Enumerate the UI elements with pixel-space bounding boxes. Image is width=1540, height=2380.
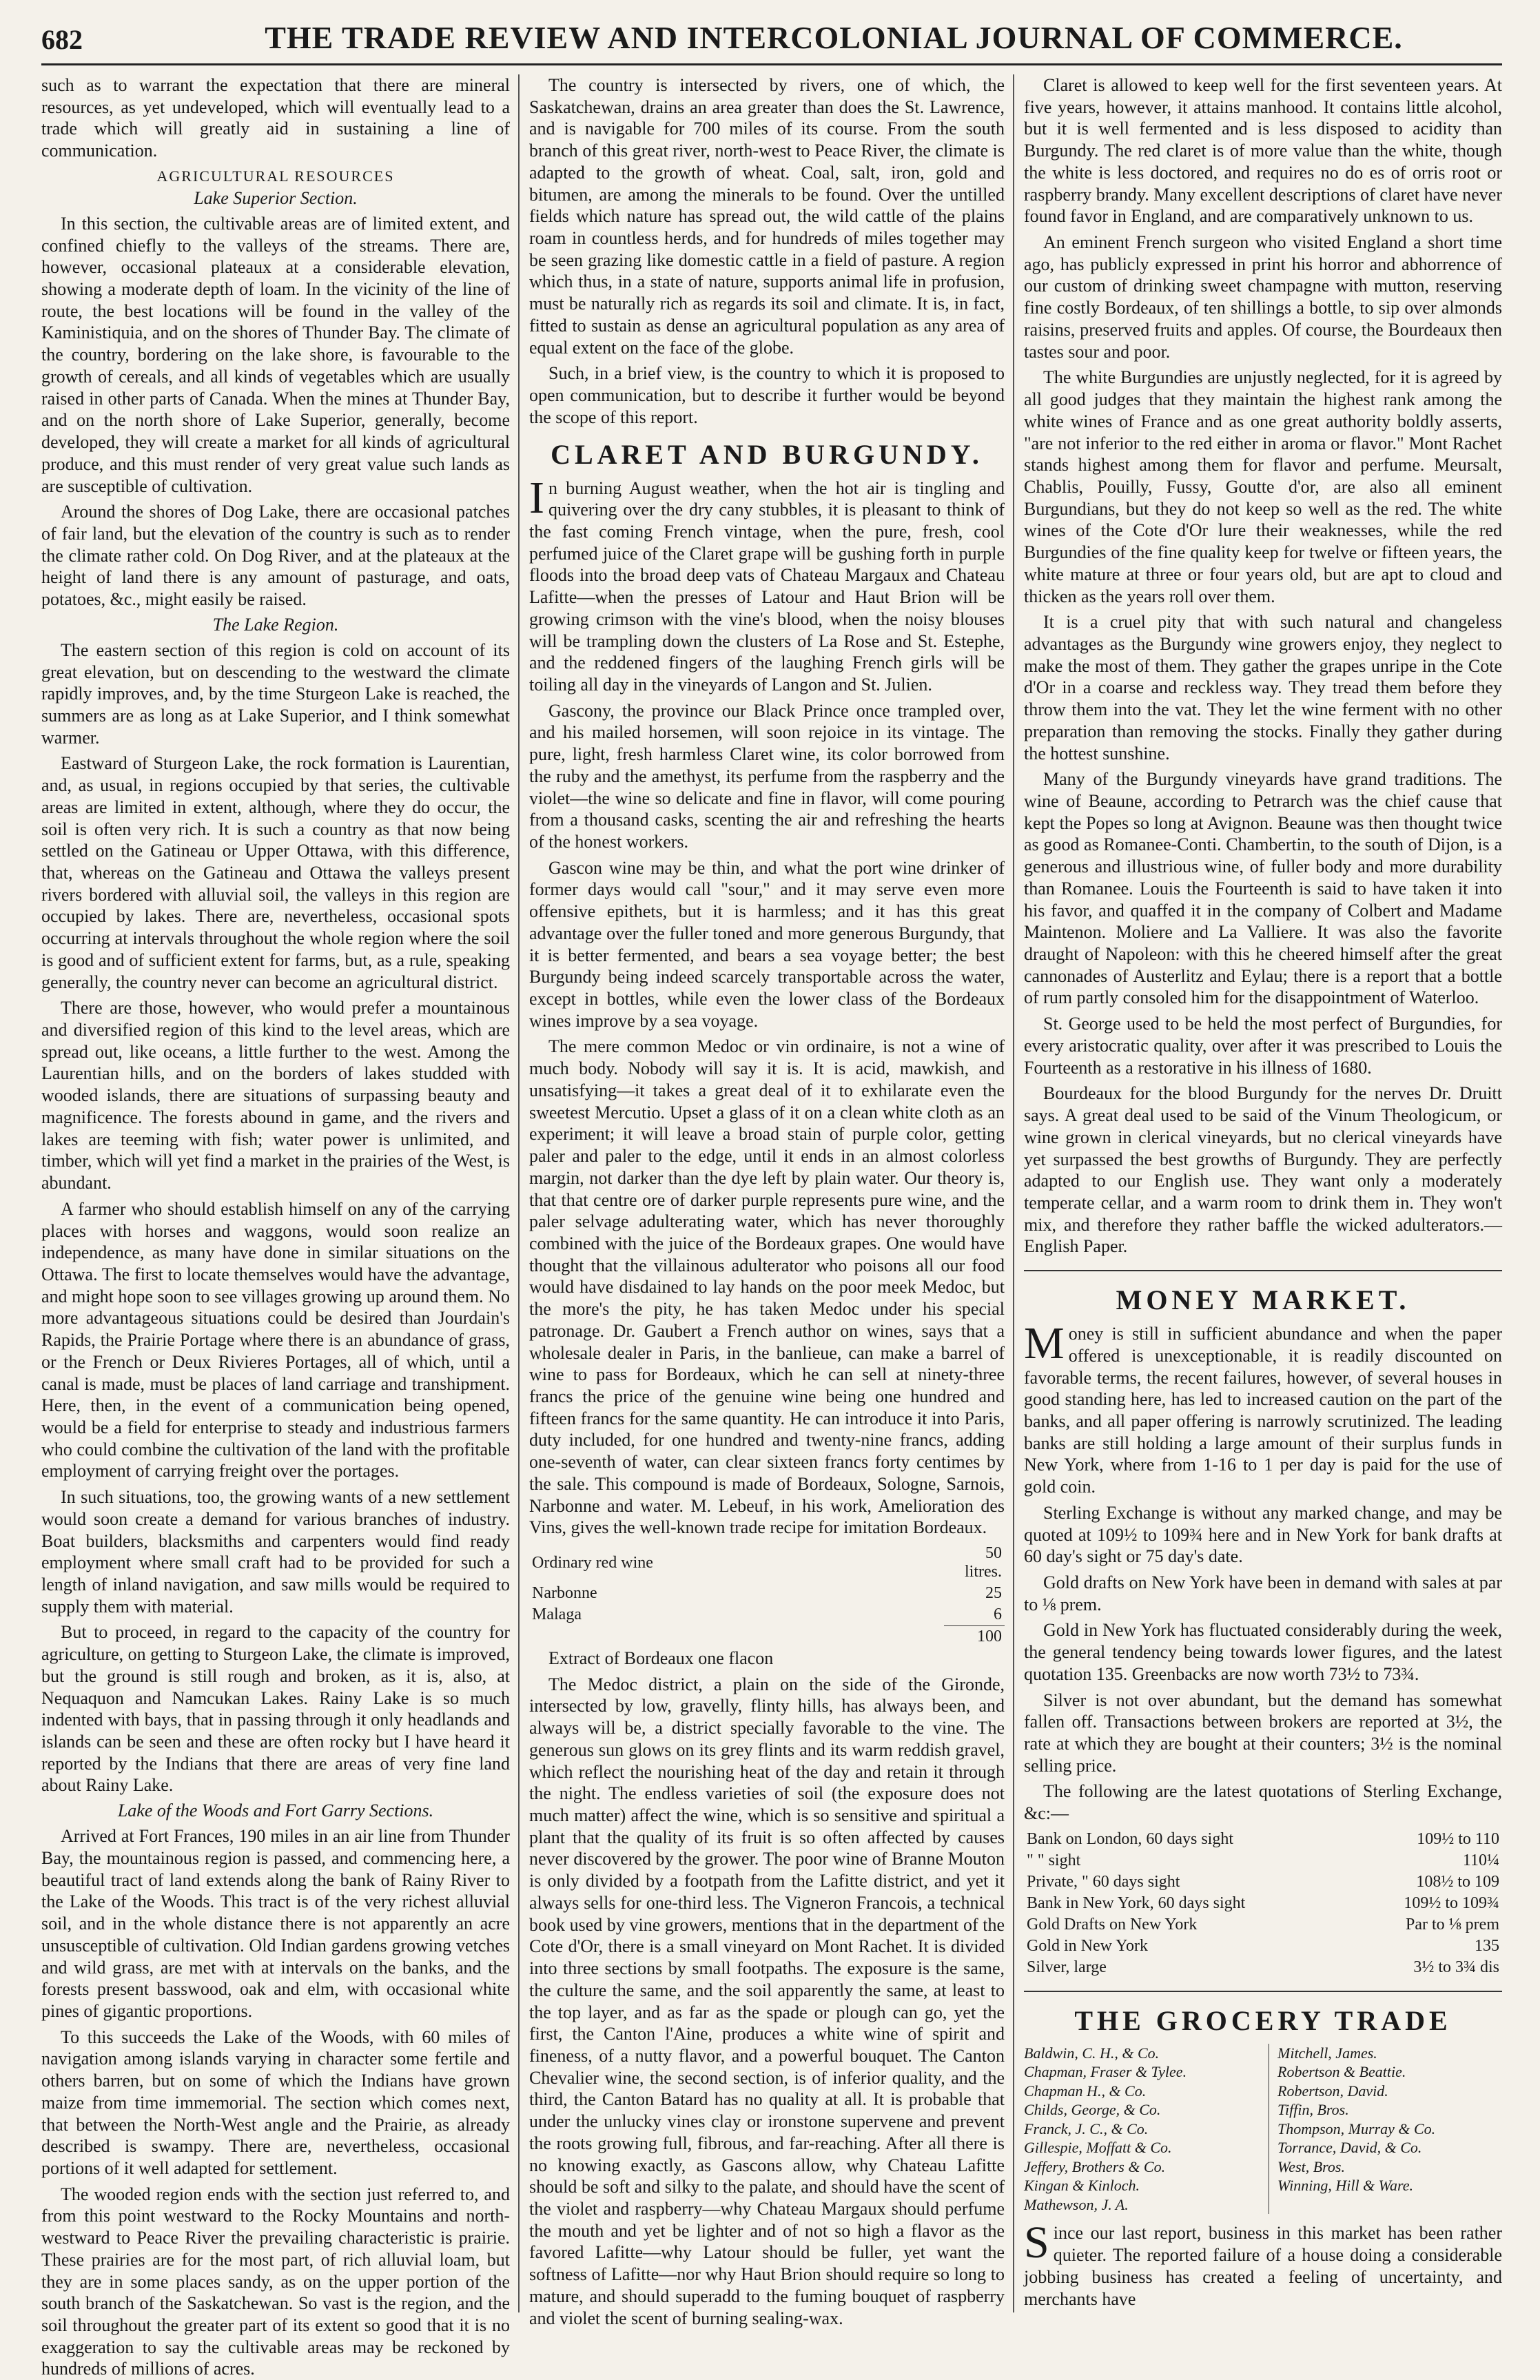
paragraph: Claret is allowed to keep well for the first seventeen years. At five years, however, it attains manhood. It contains little alcohol, but it is well fermented and is less disposed to acidity than Burgundy. The red claret is of more value than the white, though the white is less doctored, and requires no do es of orris root or raspberry brandy. Many excellent descriptions of claret have never found favor in England, and are comparatively unknown to us. [1024,75,1502,227]
exchange-quotes-table [1024,1829,1502,1978]
table-row [529,1604,1005,1626]
list-item: Robertson, David. [1277,2082,1388,2100]
column-1 [41,74,510,2379]
merchant-column-right [1269,2044,1502,2215]
paragraph: such as to warrant the expectation that there are mineral resources, as yet undeveloped, which will eventually lead to a trade which will greatly aid in sustaining a line of communication. [41,75,510,161]
column-2 [529,74,1005,2328]
quote-label: Private, " 60 days sight [1027,1872,1180,1891]
quote-value: 109½ to 110 [1417,1829,1499,1848]
table-row [529,1583,1005,1604]
paragraph: Silver is not over abundant, but the demand has somewhat fallen off. Transactions between brokers are reported at 3½, the rate at which they are bought at their counters; 3½ is the nominal selling price. [1024,1690,1502,1776]
page-number: 682 [41,24,83,55]
paragraph: In such situations, too, the growing wants of a new settlement would soon create a demand for various branches of industry. Boat builders, blacksmiths and carpenters would find ready employment where small craft had to be provided for such a length of inland navigation, and saw mills would be required to supply them with material. [41,1487,510,1617]
recipe-item: Narbonne [532,1584,597,1602]
table-row [1024,1829,1502,1850]
paragraph: In this section, the cultivable areas are of limited extent, and confined chiefly to the valleys of the streams. There are, however, occasional plateaux at a considerable elevation, showing a moderate depth of loam. In the vicinity of the line of route, the best locations will be found in the valley of the Kaministiquia, and on the shores of Thunder Bay. The climate of the country, bordering on the lake shore, is favourable to the growth of cereals, and all kinds of vegetables which are usually raised in other parts of Canada. When the mines at Thunder Bay, and on the north shore of Lake Superior, generally, become developed, they will create a market for all kinds of agricultural produce, and this must render of very great value such lands as are susceptible of cultivation. [41,213,510,496]
section-subheading: Lake of the Woods and Fort Garry Sections. [117,1801,434,1821]
paragraph: Money is still in sufficient abundance and when the paper offered is unexceptionable, it is readily discounted on favorable terms, the recent failures, however, of several houses in good standing here, has led to increased caution on the part of the banks, and all paper offering is narrowly scrutinized. The leading banks are still holding a large amount of their surplus funds in New York, where from 1-16 to 1 per day is paid for the use of gold coin. [1024,1318,1502,1497]
paragraph: The country is intersected by rivers, one of which, the Saskatchewan, drains an area greater than does the St. Lawrence, and is navigable for 700 miles of its course. From the south branch of this great river, north-west to Peace River, the climate is adapted to the growth of wheat. Coal, salt, iron, gold and bitumen, are among the minerals to be found. Over the untilled fields which nature has spread out, the wild cattle of the plains roam in countless herds, and for hundreds of miles together may be seen grazing like domestic cattle in a field of pasture. A region which thus, in a state of nature, supports animal life in profusion, must be naturally rich as regards its soil and climate. It is, in fact, fitted to sustain as dense an agricultural population as any area of equal extent on the face of the globe. [529,75,1005,358]
paragraph: The Medoc district, a plain on the side of the Gironde, intersected by low, gravelly, flinty hills, has always been, and always will be, a district specially favorable to the vine. The generous sun glows on its grey flints and its warm reddish gravel, which reflect the nourishing heat of the day and retain it through the night. The endless varieties of soil (the exposure does not much matter) affect the wine, which is so sensitive and spiritual a plant that the quality of its fruit is so often affected by causes never discovered by the grower. The poor wine of Branne Mouton is only divided by a footpath from the Lafitte district, and yet it always sells for one-third less. The Vigneron Francois, a technical book used by vine growers, mentions that in the department of the Cote d'Or, there is a small vineyard on Mont Rachet. It is divided into three sections by small footpaths. The exposure is the same, the culture the same, and the soil apparently the same, at least to the top layer, and as far as the spade or plough can go, yet the first, the Canton l'Aine, produces a white wine of spirit and fineness, of a nutty flavor, and a powerful bouquet. The Canton Chevalier wine, the second section, is of inferior quality, and the third, the Canton Batard has no quality at all. It is probable that under the unlucky vines clay or ironstone supervene and prevent the roots growing full, fibrous, and far-reaching. After all there is no knowing exactly, as Gascons allow, why Chateau Lafitte should be soft and silky to the palate, and should have the scent of the violet and raspberry—why Chateau Margaux should perfume the mouth and yet be lighter and of not so high a flavor as the favored Lafitte—why Latour should be fuller, yet want the softness of Lafitte—nor why Haut Brion should require so long to mature, and should superadd to the fuming bouquet of raspberry and violet the scent of burning sealing-wax. [529,1674,1005,2328]
article-title-claret: CLARET AND BURGUNDY. [551,438,983,470]
paragraph: Many of the Burgundy vineyards have grand traditions. The wine of Beaune, according to Petrarch was the chief cause that kept the Popes so long at Avignon. Beaune was then thought twice as good as Romanee-Conti. Chambertin, to the south of Dijon, is a generous and illustrious wine, of fuller body and more durability than Romanee. Louis the Fourteenth is said to have taken it into his favor, and quaffed it in the company of Colbert and Madame Maintenon. Moliere and La Valliere. It was also the favorite draught of Napoleon: with this he cheered himself after the great cannonades of Austerlitz and Eylau; there is a report that a bottle of rum partly consoled him for the disappointment of Waterloo. [1024,769,1502,1008]
list-item: Kingan & Kinloch. [1024,2177,1140,2195]
table-row [1024,1914,1502,1936]
table-row [1024,1936,1502,1957]
list-item: Baldwin, C. H., & Co. [1024,2044,1160,2062]
merchant-list [1024,2044,1502,2215]
paragraph: But to proceed, in regard to the capacity of the country for agriculture, on getting to Sturgeon Lake, the climate is improved, but the ground is still rough and broken, as it is, also, at Nequaquon and Namcukan Lakes. Rainy Lake is so much indented with bays, that in passing through it only headlands and islands can be seen and these are often rocky but I have heard it reported by the Indians that there are areas of very fine land about Rainy Lake. [41,1622,510,1796]
list-item: West, Bros. [1277,2157,1345,2175]
article-title-money-market: MONEY MARKET. [1116,1284,1410,1316]
recipe-item: Ordinary red wine [532,1553,653,1572]
quote-value: 108½ to 109 [1416,1872,1499,1891]
list-item: Tiffin, Bros. [1277,2101,1349,2119]
list-item: Winning, Hill & Ware. [1277,2177,1413,2195]
list-item: Mitchell, James. [1277,2044,1377,2062]
paragraph: St. George used to be held the most perfect of Burgundies, for every aristocratic quality, over after it was prescribed to Louis the Fourteenth as a restorative in his illness of 1680. [1024,1014,1502,1078]
recipe-total: 100 [944,1626,1005,1648]
section-subheading: AGRICULTURAL RESOURCES [156,167,395,185]
paragraph: Extract of Bordeaux one flacon [548,1648,774,1668]
recipe-value: 50 litres. [965,1544,1002,1581]
article-title-grocery-trade: THE GROCERY TRADE [1074,2004,1452,2036]
quote-value: 3½ to 3¾ dis [1413,1958,1499,1976]
quote-label: Gold Drafts on New York [1027,1915,1198,1933]
paragraph: Bourdeaux for the blood Burgundy for the nerves Dr. Druitt says. A great deal used to be said of the Vinum Theologicum, or wine grown in clerical vineyards, but no clerical vineyards have yet surpassed the best growths of Burgundy. They are perfectly adapted to our English use. They want only a moderately temperate cellar, and a warm room to drink them in. They won't mix, and therefore they rather baffle the wicked adulterators.—English Paper. [1024,1083,1502,1257]
page-header [41,19,1502,61]
quote-value: 109½ to 109¾ [1404,1894,1499,1912]
paragraph: Around the shores of Dog Lake, there are occasional patches of fair land, but the elevation of the country is such as to render the climate rather cold. On Dog River, and at the plateaux at the height of land there is any amount of pasturage, and oats, potatoes, &c., might easily be raised. [41,502,510,610]
paragraph: Gold in New York has fluctuated considerably during the week, the general tendency being towards lower figures, and the latest quotation 135. Greenbacks are now worth 73½ to 73¾. [1024,1620,1502,1684]
paragraph: The mere common Medoc or vin ordinaire, is not a wine of much body. Nobody will say it is. It is acid, mawkish, and unsatisfying—it takes a great deal of it to exhilarate even the sweetest Mercutio. Upset a glass of it on a clean white cloth as an experiment; it will leave a broad stain of purple color, getting paler and paler to the edge, until it ends in an almost colorless margin, not darker than the dye left by plain water. Our theory is, that that centre ore of darker purple represents pure wine, and the paler selvage adulterating water, which has never thoroughly combined with the juice of the Bordeaux grapes. One would have thought that the villainous adulterator who poisons all our food would have disdained to lay hands on the poor meek Medoc, but the more's the pity, he has taken Medoc under his special patronage. Dr. Gaubert a French author on wines, says that a wholesale dealer in Paris, in the banlieue, can make a barrel of wine to pass for Bordeaux, which he can sell at ninety-three francs the price of the genuine wine being one hundred and fifteen francs for the same quantity. He can introduce it into Paris, duty included, for one hundred and twenty-nine francs, adding one-seventh of water, can clear sixteen francs forty centimes by the sale. This compound is made of Bordeaux, Sologne, Sarnois, Narbonne and water. M. Lebeuf, in his work, Amelioration des Vins, gives the well-known trade recipe for imitation Bordeaux. [529,1036,1005,1538]
paragraph: The wooded region ends with the section just referred to, and from this point westward to the Rocky Mountains and north-westward to Peace River the prevailing characteristic is prairie. These prairies are for the most part, of rich alluvial loam, but they are in some places sandy, as on the upper portion of the south branch of the Saskatchewan. So vast is the region, and the soil throughout the greater part of its extent so good that it is no exaggeration to say the cultivable areas may be reckoned by hundreds of millions of acres. [41,2184,510,2379]
quote-label: Bank on London, 60 days sight [1027,1829,1233,1848]
paragraph: Since our last report, business in this market has been rather quieter. The reported failure of a house doing a considerable jobbing business has created a feeling of uncertainty, and merchants have [1024,2217,1502,2309]
quote-label: Silver, large [1027,1958,1107,1976]
section-rule [1024,1991,1502,1992]
table-row [1024,1957,1502,1978]
paragraph: The eastern section of this region is cold on account of its great elevation, but on descending to the westward the climate rapidly improves, and, by the time Sturgeon Lake is reached, the summers are as long as at Lake Superior, and I think somewhat warmer. [41,639,510,748]
quote-value: 135 [1475,1936,1499,1955]
list-item: Thompson, Murray & Co. [1277,2120,1436,2137]
paragraph: Arrived at Fort Frances, 190 miles in an air line from Thunder Bay, the mountainous region is passed, and commencing here, a beautiful tract of land extends along the bank of Rainy River to the Lake of the Woods. This tract is of the very richest alluvial soil, and in the whole distance there is not apparently an acre unsusceptible of cultivation. Old Indian gardens growing vetches and wild grass, are met with at intervals on the banks, and the forests present basswood, oak and elm, with occasional white pines of gigantic proportions. [41,1826,510,2021]
paragraph: In burning August weather, when the hot air is tingling and quivering over the dry cany stubbles, it is pleasant to think of the fast coming French vintage, when the pure, fresh, cool perfumed juice of the Claret grape will be gushing forth in purple floods into the broad deep vats of Chateau Margaux and Chateau Lafitte—when the presses of Latour and Haut Brion will be growing crimson with the vine's blood, when the noisy blouses will be trampling down the clusters of La Rose and St. Estephe, and the reddened fingers of the laughing French girls will be toiling all day in the vineyards of Langon and St. Julien. [529,472,1005,695]
paragraph: Such, in a brief view, is the country to which it is proposed to open communication, but to describe it further would be beyond the scope of this report. [529,363,1005,427]
merchant-column-left [1024,2044,1257,2215]
quote-label: " " sight [1027,1851,1081,1869]
paragraph: Gascon wine may be thin, and what the port wine drinker of former days would call "sour," and it may serve even more offensive epithets, but it is harmless; and it has this great advantage over the fuller toned and more generous Burgundy, that it is better fermented, and bears a sea voyage better; the best Burgundy being indeed scarcely transportable across the water, except in bottles, while even the lower class of the Bordeaux wines improve by a sea voyage. [529,857,1005,1031]
recipe-value: 6 [994,1606,1002,1623]
recipe-value: 25 [985,1584,1002,1602]
list-item: Gillespie, Moffatt & Co. [1024,2139,1172,2157]
list-item: Chapman, Fraser & Tylee. [1024,2063,1187,2081]
table-row [1024,1871,1502,1893]
section-rule [1024,1270,1502,1271]
quote-label: Bank in New York, 60 days sight [1027,1894,1246,1912]
list-item: Torrance, David, & Co. [1277,2139,1422,2157]
section-subheading: The Lake Region. [212,614,339,635]
journal-title: THE TRADE REVIEW AND INTERCOLONIAL JOURNAL OF COMMERCE. [265,20,1403,55]
paragraph: The following are the latest quotations of Sterling Exchange, &c:— [1024,1781,1502,1824]
paragraph: The white Burgundies are unjustly neglected, for it is agreed by all good judges that they maintain the highest rank among the white wines of France and as one great authority boldly asserts, "are not inferior to the red either in aroma or flavor." Mont Rachet stands highest among them for flavor and perfume. Meursalt, Chablis, Pouilly, Fussy, Goutte d'or, are also all eminent Burgundians, but they do not keep so well as the red. The white wines of the Cote d'Or lure their weaknesses, while the red Burgundies of the fine quality keep for twelve or fifteen years, the white mature at three or four years old, but are apt to cloud and thicken as the years roll over them. [1024,367,1502,606]
paragraph: To this succeeds the Lake of the Woods, with 60 miles of navigation among islands varying in character some fertile and others barren, but on some of which the Indians have grown maize from time immemorial. The section which comes next, that between the North-West angle and the Prairie, as already described is swampy. There are, nevertheless, occasional portions of it well adapted for settlement. [41,2027,510,2178]
list-item: Chapman H., & Co. [1024,2082,1147,2100]
section-subheading: Lake Superior Section. [194,187,358,208]
paragraph: An eminent French surgeon who visited England a short time ago, has publicly expressed in print his horror and abhorrence of our custom of drinking sweet champagne with mutton, reserving fine costly Bordeaux, of ten shillings a bottle, to sip over almonds raisins, preserved fruits and apples. Of course, the Bourdeaux then tastes sour and poor. [1024,232,1502,362]
quote-value: 110¼ [1462,1851,1499,1869]
paragraph: Eastward of Sturgeon Lake, the rock formation is Laurentian, and, as usual, in regions occupied by that series, the cultivable areas are limited in extent, although, where they do occur, the soil is often very rich. It is such a country as that now being settled on the Gatineau or Upper Ottawa, with this difference, that, whereas on the Gatineau and Ottawa the valleys present rivers bordered with alluvial soil, the valleys in this region are occupied by lakes. There are, nevertheless, occasional spots occurring at intervals throughout the whole region where the soil is good and of sufficient extent for farms, but, as a rule, speaking generally, the country never can become an agricultural district. [41,753,510,992]
list-item: Jeffery, Brothers & Co. [1024,2157,1166,2175]
list-item: Robertson & Beattie. [1277,2063,1406,2081]
table-row [1024,1893,1502,1914]
table-row [529,1543,1005,1583]
paragraph: Gold drafts on New York have been in demand with sales at par to ⅛ prem. [1024,1572,1502,1614]
quote-label: Gold in New York [1027,1936,1149,1955]
recipe-item: Malaga [532,1606,582,1624]
column-3 [1024,74,1502,2312]
table-row [1024,1850,1502,1871]
paragraph: There are those, however, who would prefer a mountainous and diversified region of this kind to the level areas, which are spread out, like oceans, a little further to the west. Among the Laurentian hills, and on the borders of lakes studded with wooded islands, there are situations of surpassing beauty and magnificence. The forests abound in game, and the rivers and lakes are teeming with fish; water power is unlimited, and timber, which will yet find a market in the prairies of the West, is abundant. [41,998,510,1193]
quote-value: Par to ⅛ prem [1406,1915,1499,1933]
list-item: Mathewson, J. A. [1024,2195,1129,2213]
paragraph: Gascony, the province our Black Prince once trampled over, and his mailed horsemen, will soon rejoice in its vintage. The pure, light, fresh harmless Claret wine, its color borrowed from the ruby and the amethyst, its perfume from the raspberry and the violet—the wine so delicate and fine in flavor, will come pouring from a thousand casks, scenting the air and refreshing the hearts of the honest workers. [529,700,1005,852]
table-row [529,1626,1005,1648]
paragraph: A farmer who should establish himself on any of the carrying places with horses and waggons, would soon realize an independence, as many have done in similar situations on the Ottawa. The first to locate themselves would have the advantage, and might hope soon to see villages growing up around them. No more advantageous situations could be desired than Jourdain's Rapids, the Prairie Portage where there is an abundance of grass, or the French or Deux Rivieres Portages, all of which, until a canal is made, must be places of land carriage and transhipment. Here, then, in the event of a communication being opened, would be a field for enterprise to steady and industrious farmers who could combine the cultivation of the land with the profitable employment of carrying freight over the portages. [41,1198,510,1481]
list-item: Childs, George, & Co. [1024,2101,1161,2119]
column-divider [1013,74,1014,2312]
paragraph: Sterling Exchange is without any marked change, and may be quoted at 109½ to 109¾ here and in New York for bank drafts at 60 day's sight or 75 day's date. [1024,1502,1502,1567]
header-rule [41,63,1502,65]
list-item: Franck, J. C., & Co. [1024,2120,1149,2137]
recipe-table [529,1543,1005,1648]
column-divider [518,74,520,2312]
paragraph: It is a cruel pity that with such natural and changeless advantages as the Burgundy wine growers enjoy, they neglect to make the most of them. They gather the grapes unripe in the Cote d'Or in a coarse and reckless way. They tread them before they throw them into the vat. They let the wine ferment with no other preparation than removing the stocks. Finally they gather during the hottest sunshine. [1024,612,1502,763]
